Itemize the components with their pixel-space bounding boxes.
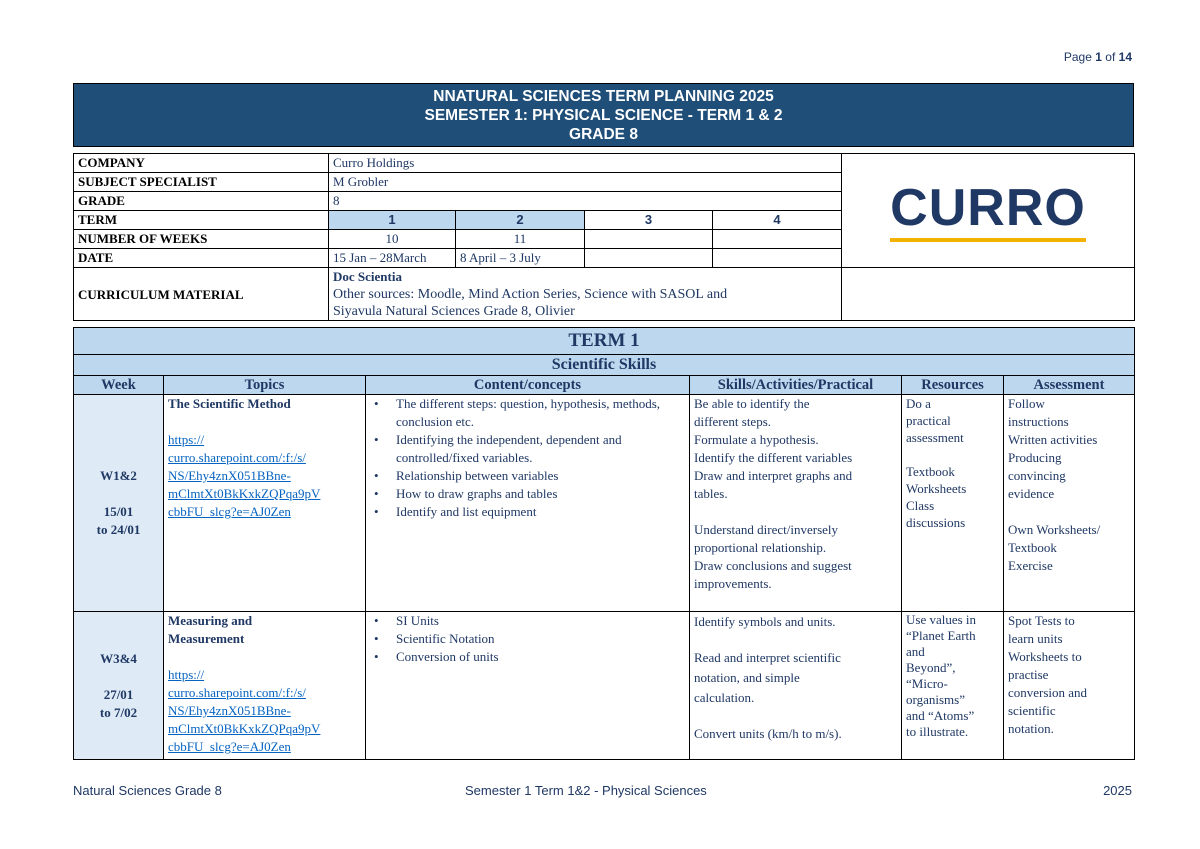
assessment-line: evidence — [1008, 486, 1055, 501]
link-line[interactable]: mClmtXt0BkKxkZQPqa9pV — [168, 721, 321, 736]
content-list — [370, 395, 685, 521]
link-line[interactable]: curro.sharepoint.com/:f:/s/ — [168, 450, 306, 465]
footer-right: 2025 — [1103, 783, 1132, 798]
skills-line: tables. — [694, 486, 728, 501]
week-cell — [74, 612, 164, 760]
resources-line: and — [906, 644, 925, 659]
curriculum-label: CURRICULUM MATERIAL — [74, 268, 329, 321]
date-label: DATE — [74, 249, 329, 268]
table-row — [74, 612, 1135, 760]
term-heading: TERM 1 — [74, 328, 1135, 355]
col-resources: Resources — [902, 376, 1004, 395]
list-item: • Identify and list equipment — [396, 503, 685, 521]
resources-cell — [902, 612, 1004, 760]
skills-line: Convert units (km/h to m/s). — [694, 726, 842, 741]
title-line-1: NNATURAL SCIENCES TERM PLANNING 2025 — [433, 88, 774, 105]
section-heading: Scientific Skills — [74, 355, 1135, 376]
content-cell — [366, 395, 690, 612]
resources-line: Use values in — [906, 612, 977, 627]
resources-line: Worksheets — [906, 481, 967, 496]
logo-cell — [842, 154, 1135, 268]
skills-line: Draw and interpret graphs and — [694, 468, 853, 483]
week-date-end: to 24/01 — [96, 522, 141, 537]
weeks-term-2: 11 — [456, 230, 585, 249]
resources-line: Textbook — [906, 464, 955, 479]
date-term-3 — [585, 249, 713, 268]
assessment-line: Written activities — [1008, 432, 1098, 447]
assessment-line: Follow — [1008, 396, 1045, 411]
assessment-line: Own Worksheets/ — [1008, 522, 1101, 537]
assessment-line: scientific — [1008, 703, 1056, 718]
date-term-1: 15 Jan – 28March — [329, 249, 456, 268]
resources-line: assessment — [906, 430, 964, 445]
topic-title: The Scientific Method — [168, 396, 291, 411]
term-1-header: 1 — [329, 211, 456, 230]
skills-line: Be able to identify the — [694, 396, 810, 411]
term-3-header: 3 — [585, 211, 713, 230]
assessment-line: instructions — [1008, 414, 1069, 429]
title-cell — [74, 84, 1134, 147]
skills-line: Read and interpret scientific — [694, 650, 841, 665]
assessment-line: learn units — [1008, 631, 1063, 646]
skills-line: Identify the different variables — [694, 450, 853, 465]
date-term-2: 8 April – 3 July — [456, 249, 585, 268]
list-item: • Conversion of units — [396, 648, 685, 666]
weeks-term-3 — [585, 230, 713, 249]
skills-cell — [690, 395, 902, 612]
link-line[interactable]: NS/Ehy4znX051BBne- — [168, 703, 291, 718]
term-4-header: 4 — [713, 211, 842, 230]
week-cell — [74, 395, 164, 612]
assessment-line: notation. — [1008, 721, 1054, 736]
term-label: TERM — [74, 211, 329, 230]
assessment-line: Worksheets to — [1008, 649, 1082, 664]
link-line[interactable]: cbbFU_slcg?e=AJ0Zen — [168, 504, 291, 519]
curriculum-line-2: Siyavula Natural Sciences Grade 8, Olivier — [333, 304, 575, 319]
grade-label: GRADE — [74, 192, 329, 211]
content-cell — [366, 612, 690, 760]
page-prefix: Page — [1063, 50, 1092, 64]
skills-cell — [690, 612, 902, 760]
topic-title-line: Measurement — [168, 631, 245, 646]
grade-value: 8 — [329, 192, 842, 211]
skills-line: calculation. — [694, 690, 755, 705]
content-list — [370, 612, 685, 666]
footer-left: Natural Sciences Grade 8 — [73, 783, 222, 798]
week-date-start: 15/01 — [103, 504, 134, 519]
skills-line: Identify symbols and units. — [694, 614, 836, 629]
company-label: COMPANY — [74, 154, 329, 173]
assessment-cell — [1004, 612, 1135, 760]
topic-title-line: Measuring and — [168, 613, 253, 628]
logo-text: CURRO — [890, 178, 1086, 237]
col-topics: Topics — [164, 376, 366, 395]
title-line-2: SEMESTER 1: PHYSICAL SCIENCE - TERM 1 & 2 — [424, 107, 783, 124]
list-item: • SI Units — [396, 612, 685, 630]
skills-line: Draw conclusions and suggest — [694, 558, 852, 573]
page-number — [1064, 50, 1132, 64]
curriculum-value — [329, 268, 842, 321]
col-content: Content/concepts — [366, 376, 690, 395]
resources-line: Beyond”, — [906, 660, 956, 675]
title-line-3: GRADE 8 — [569, 126, 638, 143]
page-of: of — [1105, 50, 1116, 64]
curriculum-line-1: Other sources: Moodle, Mind Action Series, Science with SASOL and — [333, 287, 728, 302]
curriculum-empty — [842, 268, 1135, 321]
page-total: 14 — [1118, 50, 1132, 64]
resources-line: organisms” — [906, 692, 965, 707]
skills-line: notation, and simple — [694, 670, 800, 685]
assessment-line: Spot Tests to — [1008, 613, 1075, 628]
week-label: W1&2 — [100, 468, 137, 483]
link-line[interactable]: NS/Ehy4znX051BBne- — [168, 468, 291, 483]
skills-line: proportional relationship. — [694, 540, 827, 555]
list-item: • How to draw graphs and tables — [396, 485, 685, 503]
date-term-4 — [713, 249, 842, 268]
footer-center: Semester 1 Term 1&2 - Physical Sciences — [465, 783, 707, 798]
link-line[interactable]: mClmtXt0BkKxkZQPqa9pV — [168, 486, 321, 501]
assessment-cell — [1004, 395, 1135, 612]
curriculum-title: Doc Scientia — [333, 269, 402, 284]
topic-cell — [164, 395, 366, 612]
specialist-value: M Grobler — [329, 173, 842, 192]
list-item: • Scientific Notation — [396, 630, 685, 648]
week-date-start: 27/01 — [103, 686, 134, 702]
resources-cell — [902, 395, 1004, 612]
curro-logo — [890, 180, 1086, 242]
resources-line: discussions — [906, 515, 966, 530]
assessment-line: practise — [1008, 667, 1049, 682]
list-item: • Identifying the independent, dependent and controlled/fixed variables. — [396, 431, 685, 467]
resources-line: and “Atoms” — [906, 708, 975, 723]
link-line[interactable]: https:// — [168, 667, 205, 682]
link-line[interactable]: cbbFU_slcg?e=AJ0Zen — [168, 739, 291, 754]
logo-underline — [890, 238, 1086, 242]
table-row — [74, 395, 1135, 612]
page-current: 1 — [1095, 50, 1102, 64]
week-date-end: to 7/02 — [99, 704, 138, 720]
specialist-label: SUBJECT SPECIALIST — [74, 173, 329, 192]
resources-line: Do a — [906, 396, 931, 411]
week-label: W3&4 — [100, 650, 137, 666]
assessment-line: conversion and — [1008, 685, 1088, 700]
col-week: Week — [74, 376, 164, 395]
skills-line: Understand direct/inversely — [694, 522, 839, 537]
weeks-term-1: 10 — [329, 230, 456, 249]
list-item: • Relationship between variables — [396, 467, 685, 485]
assessment-line: Textbook — [1008, 540, 1057, 555]
planning-table — [73, 327, 1135, 760]
assessment-line: Producing — [1008, 450, 1062, 465]
weeks-term-4 — [713, 230, 842, 249]
title-banner — [73, 83, 1134, 147]
resources-line: “Planet Earth — [906, 628, 976, 643]
col-skills: Skills/Activities/Practical — [690, 376, 902, 395]
assessment-line: convincing — [1008, 468, 1066, 483]
col-assessment: Assessment — [1004, 376, 1135, 395]
link-line[interactable]: curro.sharepoint.com/:f:/s/ — [168, 685, 306, 700]
resources-line: Class — [906, 498, 935, 513]
info-table — [73, 153, 1135, 321]
resources-line: “Micro- — [906, 676, 948, 691]
assessment-line: Exercise — [1008, 558, 1053, 573]
skills-line: improvements. — [694, 576, 772, 591]
resources-line: practical — [906, 413, 951, 428]
company-value: Curro Holdings — [329, 154, 842, 173]
weeks-label: NUMBER OF WEEKS — [74, 230, 329, 249]
skills-line: different steps. — [694, 414, 772, 429]
term-2-header: 2 — [456, 211, 585, 230]
topic-cell — [164, 612, 366, 760]
resources-line: to illustrate. — [906, 724, 969, 739]
topic-link[interactable] — [168, 666, 361, 756]
skills-line: Formulate a hypothesis. — [694, 432, 819, 447]
link-line[interactable]: https:// — [168, 432, 205, 447]
list-item: • The different steps: question, hypothesis, methods, conclusion etc. — [396, 395, 685, 431]
topic-link[interactable] — [168, 431, 361, 521]
